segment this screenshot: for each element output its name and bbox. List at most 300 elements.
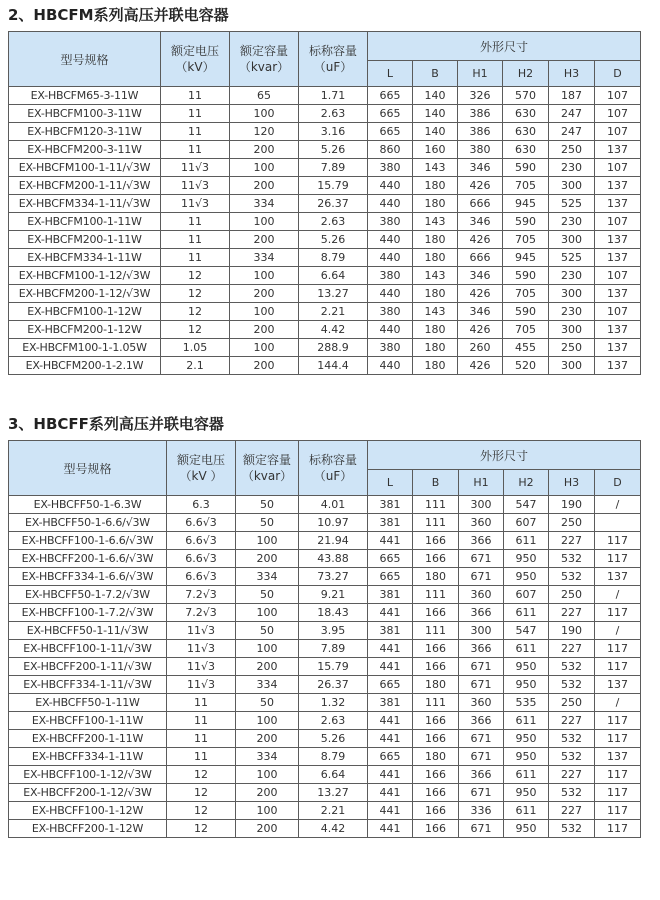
cell-H1: 671 [459, 748, 504, 766]
cell-voltage: 12 [161, 303, 230, 321]
cell-model: EX-HBCFF200-1-6.6/√3W [9, 550, 167, 568]
cell-voltage: 11 [161, 123, 230, 141]
cell-H3: 300 [549, 321, 595, 339]
cell-model: EX-HBCFF50-1-11W [9, 694, 167, 712]
cell-H2: 455 [503, 339, 549, 357]
cell-D: 137 [595, 195, 641, 213]
cell-H1: 671 [459, 820, 504, 838]
cell-nominal: 4.01 [299, 496, 368, 514]
cell-B: 166 [413, 712, 459, 730]
cell-voltage: 7.2√3 [167, 604, 236, 622]
cell-B: 166 [413, 730, 459, 748]
cell-D: 107 [595, 105, 641, 123]
col-header-B: B [413, 61, 458, 87]
col-header-nominal-unit: （uF） [313, 469, 353, 483]
cell-H1: 671 [459, 550, 504, 568]
cell-H2: 611 [504, 712, 549, 730]
cell-model: EX-HBCFF200-1-12W [9, 820, 167, 838]
cell-H1: 360 [459, 514, 504, 532]
cell-H1: 346 [458, 303, 503, 321]
cell-H2: 547 [504, 622, 549, 640]
cell-H1: 380 [458, 141, 503, 159]
cell-H2: 705 [503, 285, 549, 303]
table-row [9, 550, 641, 568]
cell-B: 166 [413, 766, 459, 784]
cell-H2: 590 [503, 159, 549, 177]
cell-H3: 525 [549, 195, 595, 213]
table-row [9, 123, 641, 141]
cell-B: 180 [413, 321, 458, 339]
cell-H1: 366 [459, 640, 504, 658]
cell-nominal: 18.43 [299, 604, 368, 622]
cell-B: 180 [413, 249, 458, 267]
table-row [9, 784, 641, 802]
cell-nominal: 21.94 [299, 532, 368, 550]
cell-nominal: 43.88 [299, 550, 368, 568]
cell-nominal: 1.71 [299, 87, 368, 105]
table-row [9, 195, 641, 213]
cell-L: 860 [368, 141, 413, 159]
table-row [9, 532, 641, 550]
cell-nominal: 1.32 [299, 694, 368, 712]
cell-model: EX-HBCFF334-1-11W [9, 748, 167, 766]
col-header-model: 型号规格 [9, 441, 167, 496]
cell-voltage: 11 [167, 712, 236, 730]
cell-H3: 230 [549, 303, 595, 321]
table-row [9, 496, 641, 514]
cell-L: 381 [368, 496, 413, 514]
cell-model: EX-HBCFM200-1-11/√3W [9, 177, 161, 195]
cell-H2: 607 [504, 514, 549, 532]
cell-L: 380 [368, 339, 413, 357]
cell-capacity: 100 [230, 213, 299, 231]
col-header-D: D [595, 61, 641, 87]
table-row [9, 249, 641, 267]
cell-H2: 950 [504, 658, 549, 676]
cell-B: 143 [413, 303, 458, 321]
cell-voltage: 11√3 [161, 159, 230, 177]
col-header-voltage-unit: （kV） [175, 60, 215, 74]
cell-nominal: 7.89 [299, 640, 368, 658]
col-header-voltage-unit: （kV ） [179, 469, 223, 483]
cell-H1: 300 [459, 496, 504, 514]
cell-model: EX-HBCFF200-1-11/√3W [9, 658, 167, 676]
cell-B: 180 [413, 676, 459, 694]
cell-H3: 247 [549, 123, 595, 141]
cell-H3: 532 [549, 568, 595, 586]
col-header-nominal-unit: （uF） [313, 60, 353, 74]
col-header-capacity-unit: （kvar） [241, 469, 293, 483]
cell-H1: 336 [459, 802, 504, 820]
col-header-voltage-label: 额定电压 [170, 44, 219, 58]
cell-capacity: 100 [236, 532, 299, 550]
cell-H3: 230 [549, 213, 595, 231]
cell-voltage: 12 [167, 820, 236, 838]
cell-nominal: 9.21 [299, 586, 368, 604]
cell-H3: 532 [549, 748, 595, 766]
col-header-nominal-label: 标称容量 [308, 453, 357, 467]
table-row [9, 285, 641, 303]
cell-H2: 611 [504, 802, 549, 820]
cell-H3: 230 [549, 267, 595, 285]
cell-D: 117 [595, 802, 641, 820]
cell-voltage: 6.6√3 [167, 532, 236, 550]
cell-L: 381 [368, 622, 413, 640]
cell-voltage: 12 [161, 267, 230, 285]
cell-capacity: 334 [236, 676, 299, 694]
table-row [9, 802, 641, 820]
cell-B: 166 [413, 550, 459, 568]
cell-H3: 227 [549, 640, 595, 658]
cell-H3: 532 [549, 658, 595, 676]
cell-H2: 611 [504, 604, 549, 622]
cell-H3: 300 [549, 357, 595, 375]
table-row [9, 694, 641, 712]
table-row [9, 141, 641, 159]
cell-L: 380 [368, 213, 413, 231]
cell-nominal: 3.16 [299, 123, 368, 141]
cell-capacity: 100 [230, 303, 299, 321]
cell-H2: 945 [503, 249, 549, 267]
cell-L: 441 [368, 658, 413, 676]
table-row [9, 658, 641, 676]
cell-capacity: 200 [236, 550, 299, 568]
table-row [9, 586, 641, 604]
cell-voltage: 1.05 [161, 339, 230, 357]
cell-H1: 386 [458, 123, 503, 141]
cell-nominal: 6.64 [299, 267, 368, 285]
cell-L: 441 [368, 820, 413, 838]
cell-H3: 300 [549, 177, 595, 195]
cell-D: 107 [595, 267, 641, 285]
cell-B: 140 [413, 123, 458, 141]
cell-H1: 346 [458, 267, 503, 285]
table-row [9, 622, 641, 640]
cell-H1: 671 [459, 784, 504, 802]
cell-model: EX-HBCFF50-1-7.2/√3W [9, 586, 167, 604]
cell-capacity: 334 [230, 195, 299, 213]
col-header-capacity-label: 额定容量 [242, 453, 291, 467]
cell-H1: 426 [458, 177, 503, 195]
cell-H3: 532 [549, 820, 595, 838]
cell-H2: 950 [504, 748, 549, 766]
cell-voltage: 6.6√3 [167, 514, 236, 532]
cell-H1: 366 [459, 604, 504, 622]
cell-L: 440 [368, 231, 413, 249]
cell-voltage: 12 [167, 784, 236, 802]
cell-capacity: 50 [236, 496, 299, 514]
table-row [9, 640, 641, 658]
cell-capacity: 200 [230, 177, 299, 195]
cell-nominal: 8.79 [299, 249, 368, 267]
cell-nominal: 288.9 [299, 339, 368, 357]
cell-model: EX-HBCFM100-1-11/√3W [9, 159, 161, 177]
cell-B: 180 [413, 231, 458, 249]
cell-H3: 532 [549, 784, 595, 802]
cell-nominal: 5.26 [299, 141, 368, 159]
cell-L: 381 [368, 586, 413, 604]
cell-D [595, 514, 641, 532]
cell-voltage: 11√3 [167, 640, 236, 658]
cell-H1: 426 [458, 231, 503, 249]
table-row [9, 267, 641, 285]
col-header-H1: H1 [459, 470, 504, 496]
cell-H1: 366 [459, 766, 504, 784]
cell-nominal: 73.27 [299, 568, 368, 586]
cell-voltage: 11 [161, 141, 230, 159]
cell-D: 117 [595, 820, 641, 838]
cell-H3: 227 [549, 802, 595, 820]
cell-L: 440 [368, 177, 413, 195]
cell-L: 665 [368, 676, 413, 694]
cell-model: EX-HBCFM334-1-11/√3W [9, 195, 161, 213]
cell-H1: 671 [459, 568, 504, 586]
cell-H1: 346 [458, 213, 503, 231]
cell-capacity: 100 [230, 339, 299, 357]
cell-nominal: 4.42 [299, 321, 368, 339]
hbcfm-spec-table [8, 31, 641, 375]
cell-capacity: 200 [236, 730, 299, 748]
cell-voltage: 11 [167, 748, 236, 766]
cell-H1: 666 [458, 249, 503, 267]
cell-D: 107 [595, 303, 641, 321]
cell-D: / [595, 496, 641, 514]
cell-H2: 950 [504, 550, 549, 568]
table-row [9, 820, 641, 838]
cell-D: 117 [595, 784, 641, 802]
cell-H1: 366 [459, 712, 504, 730]
cell-D: / [595, 622, 641, 640]
cell-H3: 247 [549, 105, 595, 123]
cell-H3: 227 [549, 712, 595, 730]
table-row [9, 339, 641, 357]
cell-D: 137 [595, 321, 641, 339]
cell-H1: 326 [458, 87, 503, 105]
table-row [9, 177, 641, 195]
cell-L: 441 [368, 604, 413, 622]
cell-L: 440 [368, 195, 413, 213]
cell-L: 441 [368, 766, 413, 784]
cell-H2: 520 [503, 357, 549, 375]
cell-model: EX-HBCFM100-1-1.05W [9, 339, 161, 357]
cell-nominal: 6.64 [299, 766, 368, 784]
cell-model: EX-HBCFM65-3-11W [9, 87, 161, 105]
cell-capacity: 200 [230, 141, 299, 159]
cell-D: 137 [595, 748, 641, 766]
cell-H2: 607 [504, 586, 549, 604]
cell-model: EX-HBCFF100-1-6.6/√3W [9, 532, 167, 550]
col-header-B: B [413, 470, 459, 496]
cell-capacity: 334 [236, 748, 299, 766]
col-header-voltage [167, 441, 236, 496]
cell-capacity: 200 [236, 658, 299, 676]
cell-H3: 227 [549, 766, 595, 784]
cell-nominal: 5.26 [299, 730, 368, 748]
cell-H1: 426 [458, 357, 503, 375]
cell-H3: 187 [549, 87, 595, 105]
cell-capacity: 100 [236, 712, 299, 730]
cell-L: 440 [368, 285, 413, 303]
cell-B: 111 [413, 586, 459, 604]
cell-H2: 950 [504, 784, 549, 802]
col-header-capacity-label: 额定容量 [239, 44, 288, 58]
cell-voltage: 11 [167, 694, 236, 712]
cell-H3: 525 [549, 249, 595, 267]
cell-H3: 250 [549, 141, 595, 159]
cell-nominal: 2.63 [299, 105, 368, 123]
col-header-nominal-label: 标称容量 [308, 44, 357, 58]
col-header-capacity [236, 441, 299, 496]
cell-H3: 190 [549, 496, 595, 514]
table-row [9, 213, 641, 231]
cell-nominal: 3.95 [299, 622, 368, 640]
cell-H1: 426 [458, 285, 503, 303]
cell-B: 140 [413, 105, 458, 123]
cell-H1: 300 [459, 622, 504, 640]
cell-capacity: 200 [230, 321, 299, 339]
hbcff-spec-table [8, 440, 641, 838]
cell-D: 137 [595, 568, 641, 586]
cell-capacity: 50 [236, 514, 299, 532]
cell-D: 137 [595, 231, 641, 249]
cell-nominal: 2.63 [299, 213, 368, 231]
cell-model: EX-HBCFF100-1-11/√3W [9, 640, 167, 658]
cell-voltage: 12 [161, 321, 230, 339]
cell-H3: 532 [549, 676, 595, 694]
cell-D: 137 [595, 141, 641, 159]
cell-B: 166 [413, 532, 459, 550]
cell-H2: 630 [503, 123, 549, 141]
cell-L: 441 [368, 640, 413, 658]
cell-D: 137 [595, 357, 641, 375]
cell-L: 665 [368, 568, 413, 586]
cell-D: 117 [595, 604, 641, 622]
cell-voltage: 11 [161, 231, 230, 249]
table-body [9, 87, 641, 375]
table-row [9, 766, 641, 784]
cell-L: 665 [368, 123, 413, 141]
cell-B: 166 [413, 640, 459, 658]
cell-capacity: 50 [236, 622, 299, 640]
cell-B: 143 [413, 159, 458, 177]
cell-capacity: 200 [230, 231, 299, 249]
cell-B: 166 [413, 658, 459, 676]
cell-voltage: 11√3 [167, 658, 236, 676]
col-header-dimensions: 外形尺寸 [368, 441, 641, 470]
section-title-hbcff: 3、HBCFF系列高压并联电容器 [8, 415, 224, 433]
cell-H3: 250 [549, 514, 595, 532]
cell-H1: 366 [459, 532, 504, 550]
cell-H1: 671 [459, 658, 504, 676]
col-header-H3: H3 [549, 61, 595, 87]
col-header-voltage [161, 32, 230, 87]
cell-B: 180 [413, 339, 458, 357]
col-header-nominal [299, 32, 368, 87]
table-row [9, 303, 641, 321]
cell-B: 111 [413, 622, 459, 640]
cell-H3: 532 [549, 550, 595, 568]
cell-H2: 547 [504, 496, 549, 514]
cell-D: 107 [595, 87, 641, 105]
cell-D: 137 [595, 676, 641, 694]
cell-L: 441 [368, 802, 413, 820]
cell-B: 180 [413, 195, 458, 213]
cell-B: 140 [413, 87, 458, 105]
cell-H1: 346 [458, 159, 503, 177]
cell-capacity: 200 [230, 357, 299, 375]
cell-D: 137 [595, 339, 641, 357]
cell-model: EX-HBCFF50-1-6.3W [9, 496, 167, 514]
cell-H2: 611 [504, 640, 549, 658]
col-header-H3: H3 [549, 470, 595, 496]
cell-L: 380 [368, 303, 413, 321]
cell-D: 107 [595, 159, 641, 177]
cell-H1: 260 [458, 339, 503, 357]
col-header-voltage-label: 额定电压 [176, 453, 225, 467]
col-header-L: L [368, 61, 413, 87]
cell-nominal: 26.37 [299, 676, 368, 694]
cell-voltage: 11 [161, 249, 230, 267]
cell-capacity: 200 [230, 285, 299, 303]
table-row [9, 87, 641, 105]
cell-voltage: 11√3 [161, 177, 230, 195]
cell-D: 117 [595, 730, 641, 748]
cell-nominal: 2.21 [299, 303, 368, 321]
cell-capacity: 334 [230, 249, 299, 267]
cell-voltage: 11√3 [167, 622, 236, 640]
cell-H2: 945 [503, 195, 549, 213]
cell-H2: 535 [504, 694, 549, 712]
cell-D: 137 [595, 177, 641, 195]
cell-model: EX-HBCFF334-1-11/√3W [9, 676, 167, 694]
cell-nominal: 2.63 [299, 712, 368, 730]
cell-L: 665 [368, 550, 413, 568]
cell-L: 381 [368, 514, 413, 532]
cell-H1: 386 [458, 105, 503, 123]
col-header-H2: H2 [504, 470, 549, 496]
cell-model: EX-HBCFF100-1-11W [9, 712, 167, 730]
cell-B: 143 [413, 267, 458, 285]
cell-H3: 250 [549, 694, 595, 712]
cell-capacity: 65 [230, 87, 299, 105]
cell-nominal: 5.26 [299, 231, 368, 249]
cell-model: EX-HBCFF100-1-12W [9, 802, 167, 820]
cell-B: 166 [413, 604, 459, 622]
cell-H1: 666 [458, 195, 503, 213]
cell-H2: 630 [503, 105, 549, 123]
cell-nominal: 13.27 [299, 784, 368, 802]
cell-voltage: 12 [167, 766, 236, 784]
cell-D: 137 [595, 249, 641, 267]
table-row [9, 105, 641, 123]
cell-L: 441 [368, 712, 413, 730]
cell-D: 107 [595, 123, 641, 141]
cell-H3: 230 [549, 159, 595, 177]
cell-H1: 360 [459, 586, 504, 604]
table-row [9, 514, 641, 532]
cell-H2: 950 [504, 568, 549, 586]
cell-L: 440 [368, 321, 413, 339]
cell-L: 380 [368, 267, 413, 285]
col-header-nominal [299, 441, 368, 496]
cell-B: 111 [413, 514, 459, 532]
cell-H2: 590 [503, 267, 549, 285]
cell-model: EX-HBCFF200-1-12/√3W [9, 784, 167, 802]
table-body [9, 496, 641, 838]
cell-H2: 630 [503, 141, 549, 159]
cell-voltage: 11 [161, 105, 230, 123]
cell-voltage: 11√3 [167, 676, 236, 694]
